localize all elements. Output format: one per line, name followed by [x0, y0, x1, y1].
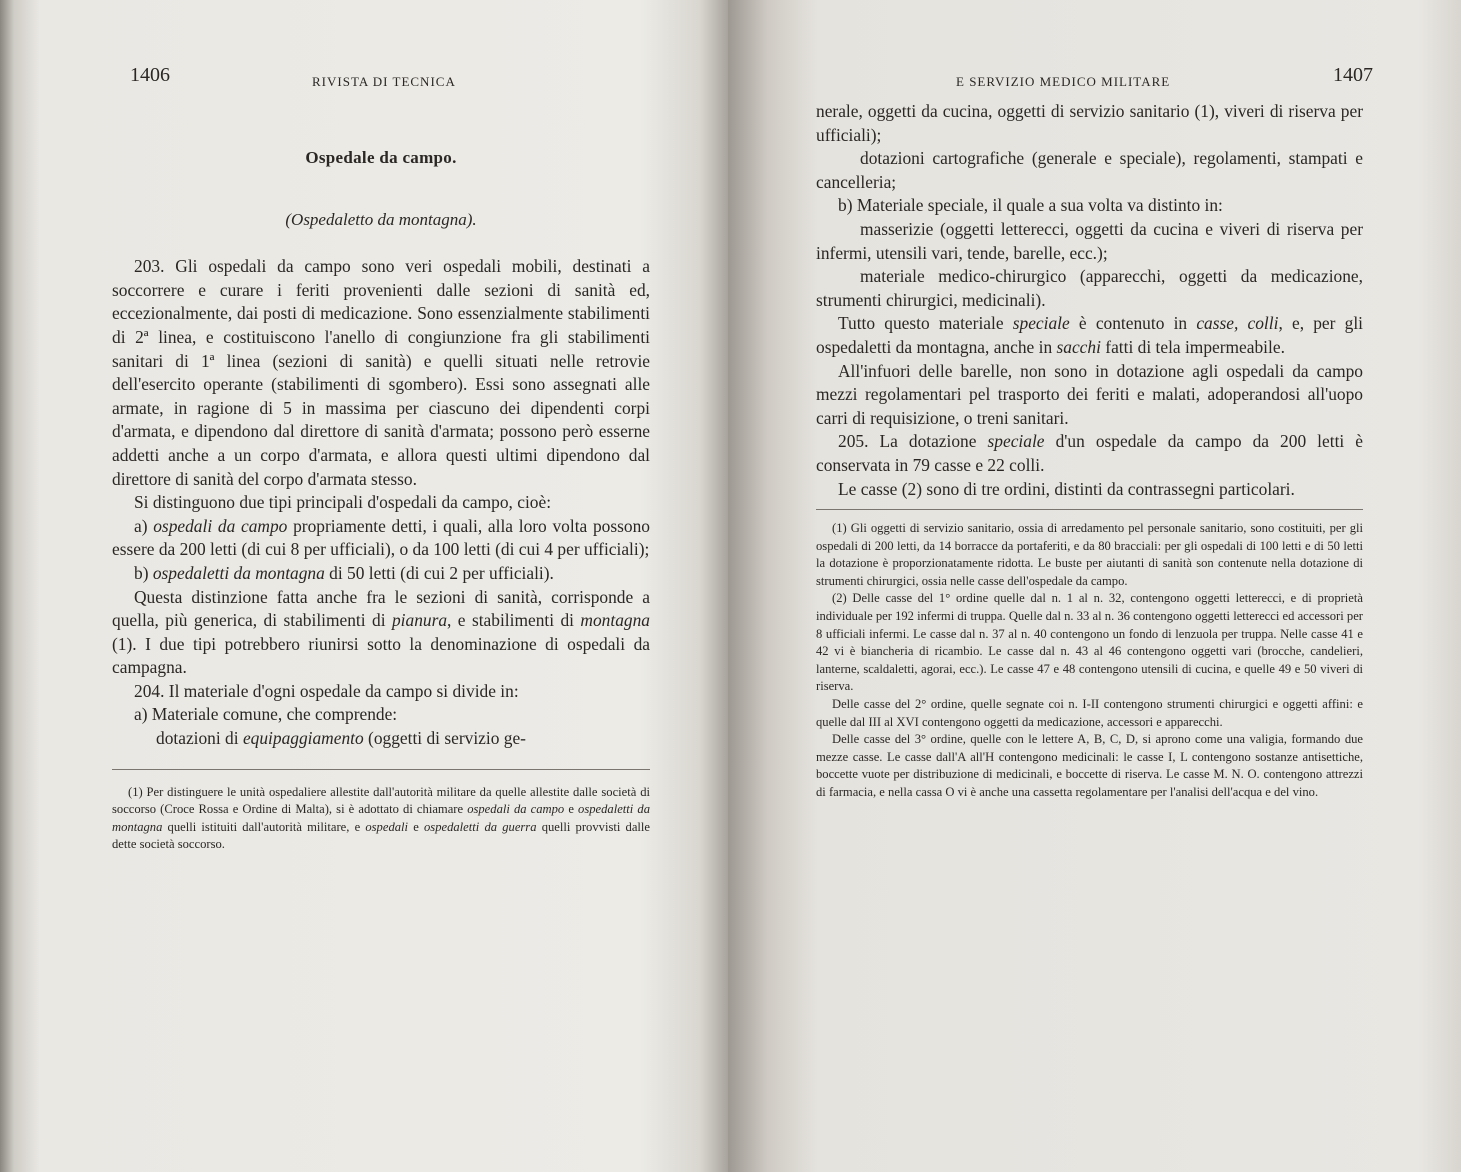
paragraph-distinzione: Questa distinzione fatta anche fra le sezioni di sanità, corrisponde a quella, più generica, di stabilimenti di pianura, e stabilimenti di montagna (1). I due tipi potrebbero riunirsi sotto la denominazione di ospedali da campagna. [112, 586, 650, 678]
item-a-term: ospedali da campo [153, 515, 288, 536]
running-title-right: E SERVIZIO MEDICO MILITARE [956, 74, 1171, 89]
section-title: Ospedale da campo. [305, 148, 457, 167]
paragraph-casse: Le casse (2) sono di tre ordini, distinti da contrassegni particolari. [838, 478, 1295, 499]
footnote-1-left: (1) Per distinguere le unità ospedaliere allestite dall'autorità militare da quelle allestite dalle società di soccorso (Croce Rossa e Ordine di Malta), si è adottato di chiamare ospedali da campo e ospedaletti da montagna quelli istituiti dall'autorità militare, e ospedali e ospedaletti da guerra quelli provvisti dalle dette società soccorso. [112, 784, 650, 852]
item-b: b) ospedaletti da montagna di 50 letti (di cui 2 per ufficiali). [134, 562, 554, 583]
paragraph-204: 204. Il materiale d'ogni ospedale da campo si divide in: [134, 680, 519, 701]
page-number-left: 1406 [130, 64, 170, 86]
left-page [0, 0, 728, 1172]
footnote-1-right: (1) Gli oggetti di servizio sanitario, ossia di arredamento pel personale sanitario, sono costituiti, per gli ospedali di 200 letti, da 14 borracce da portaferiti, e da 80 bracciali: per gli ospedali di 100 letti e di 50 letti la dotazione è proporzionatamente ridotta. Le buste per aiutanti di sanità son contenute nella dotazione di strumenti chirurgici, ossia nelle casse dell'ospedale da campo. [816, 521, 1363, 588]
footnote-2-right: (2) Delle casse del 1° ordine quelle dal n. 1 al n. 32, contengono oggetti letterecci, e di proprietà individuale per 192 infermi di truppa. Quelle dal n. 33 al n. 36 contengono oggetti letterecci ed accessori per 8 ufficiali infermi. Le casse dal n. 37 al n. 40 contengono un fondo di lenzuola per truppa. Nelle casse 41 e 42 vi è biancheria di ricambio. Le casse dal n. 43 al 46 contengono oggetti vari (brocche, candelieri, lanterne, scaldaletti, agorai, ecc.). Le casse 47 e 48 contengono utensili di cucina, e quelle 49 e 50 viveri di riserva. [816, 591, 1363, 694]
right-page [728, 0, 1461, 1172]
paragraph-materiale-speciale: b) Materiale speciale, il quale a sua volta va distinto in: [838, 195, 1223, 216]
paragraph-dotazioni: dotazioni di equipaggiamento (oggetti di servizio ge- [156, 728, 526, 749]
paragraph-cartografiche: dotazioni cartografiche (generale e speciale), regolamenti, stampati e cancelleria; [816, 148, 1363, 192]
right-body [816, 100, 1363, 501]
running-head-left [112, 64, 650, 102]
item-b-term: ospedaletti da montagna [152, 562, 325, 583]
paragraph-masserizie: masserizie (oggetti letterecci, oggetti da cucina e viveri di riserva per infermi, utensili vari, tende, barelle, ecc.); [816, 218, 1363, 263]
footnotes-right [816, 520, 1363, 802]
footnote-rule-left [112, 769, 650, 770]
paragraph-tutto: Tutto questo materiale speciale è contenuto in casse, colli, e, per gli ospedaletti da montagna, anche in sacchi fatti di tela impermeabile. [816, 313, 1363, 357]
paragraph-205: 205. La dotazione speciale d'un ospedale da campo da 200 letti è conservata in 79 casse e 22 colli. [816, 431, 1363, 475]
footnote-2-cont-right: Delle casse del 2° ordine, quelle segnate coi n. I-II contengono strumenti chirurgici e oggetti affini: e quelle dal III al XVI contengono oggetti da medicazione, accessori e apparecchi. [816, 697, 1363, 729]
paragraph-204-a: a) Materiale comune, che comprende: [134, 704, 398, 725]
running-title-left: RIVISTA DI TECNICA [312, 74, 456, 89]
footnote-rule-right [816, 509, 1363, 510]
paragraph-medico-chirurgico: materiale medico-chirurgico (apparecchi, oggetti da medicazione, strumenti chirurgici, medicinali). [816, 266, 1363, 310]
paragraph-continuation: nerale, oggetti da cucina, oggetti di servizio sanitario (1), viveri di riserva per ufficiali); [816, 101, 1363, 145]
item-a: a) ospedali da campo propriamente detti, i quali, alla loro volta possono essere da 200 letti (di cui 8 per ufficiali), o da 100 letti (di cui 4 per ufficiali); [112, 515, 650, 560]
footnote-2-cont2-right: Delle casse del 3° ordine, quelle con le lettere A, B, C, D, si aprono come una valigia, formando due mezze casse. Le casse dall'A all'H contengono medicinali: le casse I, L contengono sostanze antisettiche, boccette vuote per distribuzione di medicinali, e boccette di riserva. Le casse M. N. O. contengono attrezzi di farmacia, e nella cassa O vi è anche una cassetta regolamentare per l'analisi dell'acqua e del vino. [816, 732, 1363, 799]
section-subtitle: (Ospedaletto da montagna). [285, 209, 477, 229]
paragraph-tipi: Si distinguono due tipi principali d'ospedali da campo, cioè: [134, 492, 552, 513]
paragraph-203: 203. Gli ospedali da campo sono veri ospedali mobili, destinati a soccorrere e curare i feriti provenienti dalle sezioni di sanità ed, eccezionalmente, dai posti di medicazione. Sono essenzialmente stabilimenti di 2ª linea, e costituiscono l'anello di congiunzione fra gli stabilimenti sanitari di 1ª linea (sezioni di sanità) e quelli situati nelle retrovie dell'esercito operante (stabilimenti di sgombero). Essi sono assegnati alle armate, in ragione di 5 in massima per ciascuno dei dipendenti corpi d'armata, e dipendono dal direttore di sanità d'armata; possono però esserne addetti anche a un corpo d'armata, e allora questi ultimi dipendono dal direttore di sanità del corpo d'armata stesso. [112, 256, 650, 489]
left-body [112, 146, 650, 751]
page-number-right: 1407 [1333, 64, 1373, 86]
footnotes-left [112, 784, 650, 854]
paragraph-allinfuori: All'infuori delle barelle, non sono in dotazione agli ospedali da campo mezzi regolamentari pel trasporto dei feriti e malati, adoperandosi all'uopo carri di requisizione, o treni sanitari. [816, 360, 1363, 428]
running-head-right [816, 64, 1373, 102]
